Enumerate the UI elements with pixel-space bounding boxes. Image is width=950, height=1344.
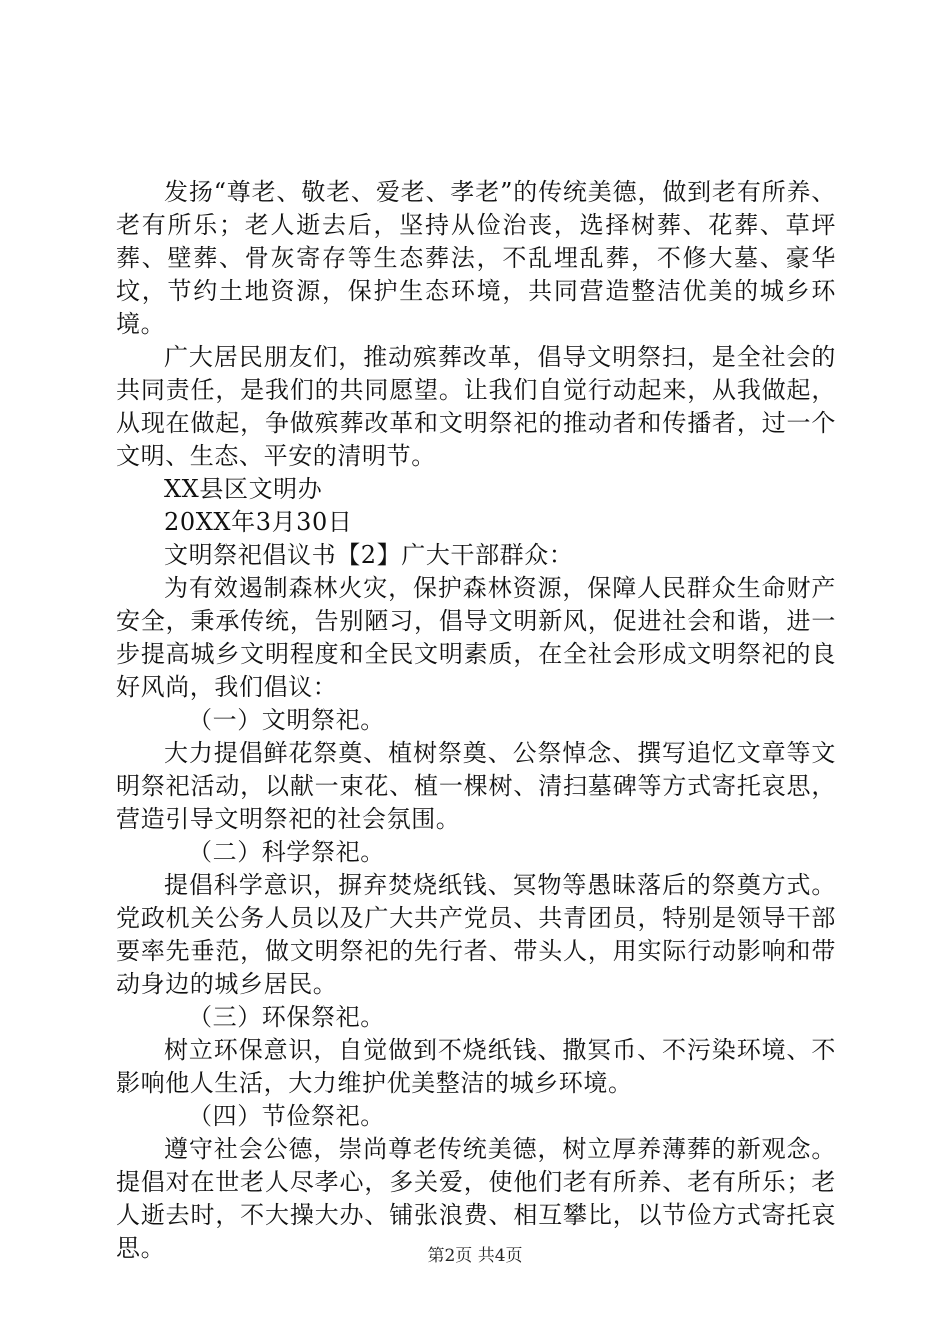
page-number-footer: 第2页 共4页 xyxy=(427,1246,523,1266)
signature-organization: XX县区文明办 xyxy=(164,475,323,503)
paragraph-section-3: 树立环保意识，自觉做到不烧纸钱、撒冥币、不污染环境、不影响他人生活，大力维护优美整洁的城乡环境。 xyxy=(116,1036,836,1097)
section-heading-1: （一）文明祭祀。 xyxy=(188,706,385,734)
signature-date: 20XX年3月30日 xyxy=(164,508,353,536)
section-heading-3: （三）环保祭祀。 xyxy=(188,1003,385,1031)
paragraph-call-to-residents: 广大居民朋友们，推动殡葬改革，倡导文明祭扫，是全社会的共同责任，是我们的共同愿望。让我们自觉行动起来，从我做起，从现在做起，争做殡葬改革和文明祭祀的推动者和传播者，过一个文明、生态、平安的清明节。 xyxy=(116,343,836,470)
paragraph-section-2: 提倡科学意识，摒弃焚烧纸钱、冥物等愚昧落后的祭奠方式。党政机关公务人员以及广大共产党员、共青团员，特别是领导干部要率先垂范，做文明祭祀的先行者、带头人，用实际行动影响和带动身边的城乡居民。 xyxy=(116,871,836,998)
document-body xyxy=(116,176,836,1265)
paragraph-funeral-reform: 发扬“尊老、敬老、爱老、孝老”的传统美德，做到老有所养、老有所乐；老人逝去后，坚持从俭治丧，选择树葬、花葬、草坪葬、壁葬、骨灰寄存等生态葬法，不乱埋乱葬，不修大墓、豪华坟，节约土地资源，保护生态环境，共同营造整洁优美的城乡环境。 xyxy=(116,178,836,338)
section-heading-4: （四）节俭祭祀。 xyxy=(188,1102,385,1130)
section-heading-2: （二）科学祭祀。 xyxy=(188,838,385,866)
paragraph-section-1: 大力提倡鲜花祭奠、植树祭奠、公祭悼念、撰写追忆文章等文明祭祀活动，以献一束花、植一棵树、清扫墓碑等方式寄托哀思，营造引导文明祭祀的社会氛围。 xyxy=(116,739,836,833)
paragraph-intro: 为有效遏制森林火灾，保护森林资源，保障人民群众生命财产安全，秉承传统，告别陋习，倡导文明新风，促进社会和谐，进一步提高城乡文明程度和全民文明素质，在全社会形成文明祭祀的良好风尚，我们倡议： xyxy=(116,574,836,701)
paragraph-section-4: 遵守社会公德，崇尚尊老传统美德，树立厚养薄葬的新观念。提倡对在世老人尽孝心，多关爱，使他们老有所养、老有所乐；老人逝去时，不大操大办、铺张浪费、相互攀比，以节俭方式寄托哀思。 xyxy=(116,1135,836,1262)
proposal-title: 文明祭祀倡议书【2】广大干部群众： xyxy=(164,541,574,569)
